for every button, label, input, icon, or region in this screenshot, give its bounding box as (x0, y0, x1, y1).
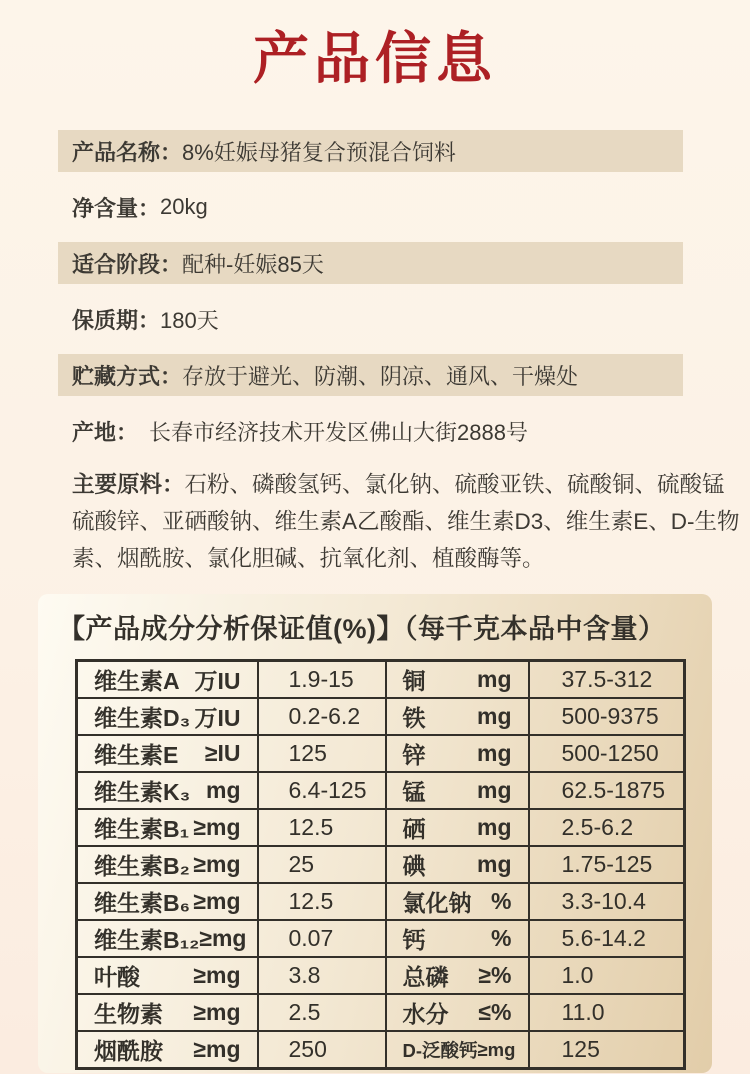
table-row (77, 772, 685, 809)
analysis-title: 【产品成分分析保证值(%)】（每千克本品中含量） (58, 614, 666, 644)
attr-row-shelf-life (58, 298, 683, 340)
attr-value: 8%妊娠母猪复合预混合饲料 (182, 139, 456, 165)
nutrient-value: 3.8 (258, 957, 386, 994)
nutrient-unit: ≥mg (193, 851, 241, 877)
attribute-list (0, 130, 750, 452)
nutrient-value: 125 (258, 735, 386, 772)
attr-value: 180天 (160, 307, 219, 333)
nutrient-value: 125 (529, 1031, 685, 1069)
table-row (77, 994, 685, 1031)
nutrient-name: 叶酸 (94, 964, 140, 990)
nutrient-unit: mg (206, 777, 241, 803)
nutrient-value: 0.07 (258, 920, 386, 957)
nutrient-name: 维生素B₆ (94, 890, 191, 916)
nutrient-value: 5.6-14.2 (529, 920, 685, 957)
nutrient-unit: ≥mg (193, 1036, 241, 1062)
nutrient-name: 钙 (402, 927, 426, 953)
attr-label: 贮藏方式： (72, 363, 183, 389)
nutrient-name: 维生素A (94, 668, 180, 694)
nutrient-unit: mg (477, 777, 512, 803)
nutrient-value: 250 (258, 1031, 386, 1069)
nutrient-value: 1.9-15 (258, 661, 386, 699)
nutrient-name: 维生素B₁₂ (94, 927, 200, 953)
table-row (77, 957, 685, 994)
table-row (77, 698, 685, 735)
nutrient-unit: mg (477, 814, 512, 840)
nutrient-value: 3.3-10.4 (529, 883, 685, 920)
nutrient-name: 碘 (402, 853, 426, 879)
nutrient-value: 11.0 (529, 994, 685, 1031)
analysis-table (75, 659, 686, 1070)
attr-row-origin (58, 410, 683, 452)
nutrient-value: 62.5-1875 (529, 772, 685, 809)
nutrient-unit: 万IU (194, 668, 241, 694)
nutrient-name: 氯化钠 (402, 890, 472, 916)
attr-value: 存放于避光、防潮、阴凉、通风、干燥处 (182, 363, 579, 389)
nutrient-name: 维生素E (94, 742, 179, 768)
nutrient-name: 维生素D₃ (94, 705, 191, 731)
attr-row-net-weight (58, 186, 683, 228)
nutrient-unit: % (491, 888, 512, 914)
ingredients-line-3: 素、烟酰胺、氯化胆碱、抗氧化剂、植酸酶等。 (72, 546, 545, 571)
nutrient-unit: mg (477, 703, 512, 729)
attr-label: 产地： (72, 419, 150, 445)
analysis-panel (38, 594, 712, 1073)
nutrient-name: D-泛酸钙 (402, 1039, 478, 1061)
nutrient-unit: 万IU (194, 705, 241, 731)
nutrient-name: 维生素B₁ (94, 816, 190, 842)
nutrient-value: 1.0 (529, 957, 685, 994)
nutrient-value: 1.75-125 (529, 846, 685, 883)
ingredients-line-1 (72, 466, 725, 503)
nutrient-unit: ≥% (478, 962, 512, 988)
nutrient-value: 500-1250 (529, 735, 685, 772)
nutrient-name: 维生素B₂ (94, 853, 190, 879)
table-row (77, 735, 685, 772)
attr-row-product-name (58, 130, 683, 172)
nutrient-value: 0.2-6.2 (258, 698, 386, 735)
nutrient-name: 烟酰胺 (94, 1038, 163, 1064)
table-row (77, 809, 685, 846)
nutrient-unit: ≤% (478, 999, 512, 1025)
nutrient-unit: mg (477, 851, 512, 877)
table-row (77, 883, 685, 920)
nutrient-name: 水分 (402, 1001, 449, 1027)
nutrient-unit: % (491, 925, 512, 951)
ingredients-label: 主要原料： (72, 472, 185, 497)
attr-value: 长春市经济技术开发区佛山大街2888号 (149, 419, 528, 445)
nutrient-unit: mg (477, 740, 512, 766)
table-row (77, 920, 685, 957)
nutrient-unit: ≥IU (204, 740, 241, 766)
ingredients-paragraph (58, 466, 740, 577)
attr-label: 适合阶段： (72, 251, 183, 277)
attr-label: 净含量： (72, 195, 161, 221)
nutrient-value: 2.5-6.2 (529, 809, 685, 846)
nutrient-unit: ≥mg (193, 888, 241, 914)
nutrient-unit: ≥mg (199, 925, 247, 951)
nutrient-unit: ≥mg (477, 1038, 516, 1060)
nutrient-name: 生物素 (94, 1001, 163, 1027)
ingredients-text: 石粉、磷酸氢钙、氯化钠、硫酸亚铁、硫酸铜、硫酸锰 (184, 472, 725, 497)
nutrient-name: 铜 (402, 668, 426, 694)
nutrient-value: 6.4-125 (258, 772, 386, 809)
nutrient-value: 25 (258, 846, 386, 883)
attr-row-storage (58, 354, 683, 396)
nutrient-value: 500-9375 (529, 698, 685, 735)
attr-label: 产品名称： (72, 139, 183, 165)
table-row (77, 661, 685, 699)
ingredients-line-2: 硫酸锌、亚硒酸钠、维生素A乙酸酯、维生素D3、维生素E、D-生物 (72, 509, 740, 534)
nutrient-name: 维生素K₃ (94, 779, 191, 805)
nutrient-unit: mg (477, 666, 512, 692)
nutrient-unit: ≥mg (193, 814, 241, 840)
nutrient-value: 2.5 (258, 994, 386, 1031)
attr-label: 保质期： (72, 307, 161, 333)
nutrient-unit: ≥mg (193, 999, 241, 1025)
nutrient-name: 硒 (402, 816, 426, 842)
page-title: 产品信息 (253, 27, 497, 90)
nutrient-unit: ≥mg (193, 962, 241, 988)
attr-row-suitable-stage (58, 242, 683, 284)
table-row (77, 846, 685, 883)
nutrient-value: 37.5-312 (529, 661, 685, 699)
attr-value: 20kg (160, 194, 208, 219)
nutrient-value: 12.5 (258, 809, 386, 846)
table-row (77, 1031, 685, 1069)
nutrient-name: 锌 (402, 742, 426, 768)
nutrient-name: 总磷 (402, 964, 449, 990)
attr-value: 配种-妊娠85天 (182, 251, 324, 277)
nutrient-name: 锰 (402, 779, 426, 805)
nutrient-name: 铁 (402, 705, 426, 731)
nutrient-value: 12.5 (258, 883, 386, 920)
